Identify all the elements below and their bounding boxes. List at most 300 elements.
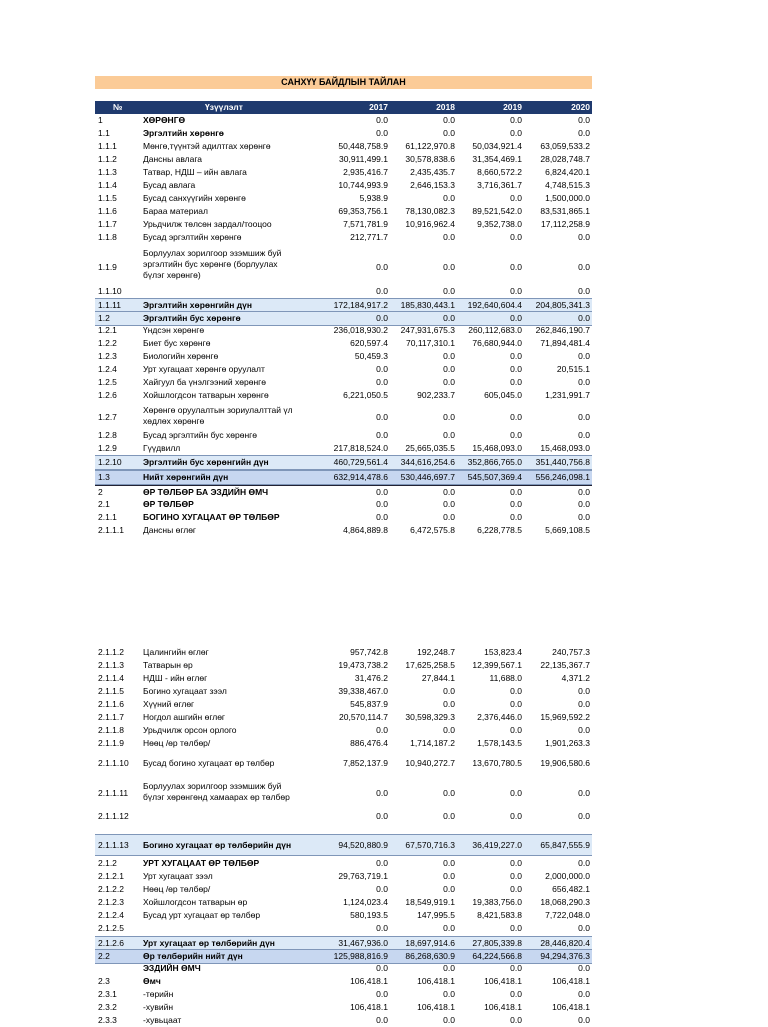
table-header [95,101,592,114]
row-label: Өр төлбөрийн нийт дүн [143,951,243,961]
value-2017: 0.0 [376,989,388,999]
value-2019: 0.0 [510,787,522,798]
value-2018: 67,570,716.3 [405,839,455,850]
row-label: Биологийн хөрөнгө [143,351,219,361]
value-2019: 0.0 [510,286,522,296]
value-2020: 4,371.2 [561,673,590,683]
table-row [95,857,592,870]
value-2017: 236,018,930.2 [333,325,388,335]
value-2017: 0.0 [376,364,388,374]
value-2020: 0.0 [578,430,590,440]
value-2020: 28,028,748.7 [540,154,590,164]
value-2018: 0.0 [443,499,455,509]
value-2019: 0.0 [510,313,522,323]
row-label: Эргэлтийн хөрөнгө [143,128,224,138]
row-number: 2.1.2.6 [98,938,124,948]
row-number: 2.1.1.11 [98,787,129,798]
value-2019: 106,418.1 [484,1002,522,1012]
value-2018: 247,931,675.3 [400,325,455,335]
row-number: 2.1.1.10 [98,758,129,768]
value-2019: 13,670,780.5 [472,758,522,768]
value-2017: 69,353,756.1 [338,206,388,216]
value-2019: 260,112,683.0 [468,325,522,335]
row-number: 1.2.9 [98,443,117,453]
value-2020: 0.0 [578,128,590,138]
value-2017: 5,938.9 [359,193,388,203]
table-row [95,975,592,988]
row-number: 1.1.2 [98,154,117,164]
row-label: Урт хугацаат хөрөнгө оруулалт [143,364,265,374]
row-label: Ногдол ашгийн өглөг [143,712,226,722]
value-2018: 10,916,962.4 [405,219,455,229]
value-2017: 1,124,023.4 [343,897,388,907]
row-label: Хөрөнгө оруулалтын зориулалттай үл хөдлөх хөрөнгө [143,405,293,426]
table-row [95,376,592,389]
row-number: 1.2.6 [98,390,117,400]
table-row [95,685,592,698]
row-label: Бусад эргэлтийн хөрөнгө [143,232,242,242]
value-2018: 0.0 [443,884,455,894]
value-2019: 0.0 [510,411,522,422]
value-2017: 20,570,114.7 [339,712,388,722]
value-2017: 0.0 [376,725,388,735]
value-2019: 0.0 [510,686,522,696]
value-2020: 94,294,376.3 [540,951,590,961]
value-2020: 65,847,555.9 [540,839,590,850]
row-label: УРТ ХУГАЦААТ ӨР ТӨЛБӨР [143,858,260,868]
value-2019: 64,224,566.8 [472,951,522,961]
value-2019: 89,521,542.0 [472,206,522,216]
row-label: Эргэлтийн бус хөрөнгө [143,313,241,323]
header-2019: 2019 [503,102,522,112]
row-number: 2.1.1.2 [98,647,124,657]
table-row [95,659,592,672]
value-2018: 0.0 [443,512,455,522]
value-2019: 0.0 [510,430,522,440]
value-2017: 0.0 [376,377,388,387]
report-title: САНХҮҮ БАЙДЛЫН ТАЙЛАН [95,76,592,89]
value-2020: 0.0 [578,787,590,798]
value-2017: 957,742.8 [350,647,388,657]
row-label: Урьдчилж орсон орлого [143,725,237,735]
value-2020: 240,757.3 [552,647,590,657]
value-2017: 125,988,816.9 [333,951,388,961]
row-label: Нөөц /өр төлбөр/ [143,738,211,748]
table-row [95,757,592,770]
header-2020: 2020 [571,102,590,112]
row-label: Богино хугацаат зээл [143,686,227,696]
value-2018: 0.0 [443,858,455,868]
value-2017: 172,184,917.2 [333,300,388,310]
row-number: 2.3.3 [98,1015,117,1025]
value-2017: 4,864,889.8 [343,525,388,535]
table-row [95,672,592,685]
value-2017: 10,744,993.9 [338,180,388,190]
row-number: 1.2 [98,313,110,323]
value-2019: 0.0 [510,351,522,361]
value-2019: 0.0 [510,699,522,709]
value-2018: 0.0 [443,787,455,798]
value-2020: 656,482.1 [552,884,590,894]
value-2018: 18,697,914.6 [405,938,455,948]
value-2019: 0.0 [510,115,522,125]
value-2018: 25,665,035.5 [405,443,455,453]
value-2020: 556,246,098.1 [535,472,590,482]
table-row [95,179,592,192]
value-2019: 0.0 [510,128,522,138]
value-2019: 0.0 [510,871,522,881]
value-2019: 0.0 [510,858,522,868]
value-2020: 351,440,756.8 [535,457,590,467]
value-2018: 86,268,630.9 [405,951,455,961]
row-number: 2.1.1.13 [98,839,129,850]
row-label: Бусад богино хугацаат өр төлбөр [143,758,275,768]
row-label: Эргэлтийн бус хөрөнгийн дүн [143,457,269,467]
value-2018: 6,472,575.8 [410,525,455,535]
row-label: Бараа материал [143,206,208,216]
value-2018: 61,122,970.8 [405,141,455,151]
row-number: 1.2.3 [98,351,117,361]
value-2017: 217,818,524.0 [333,443,388,453]
row-number: 1.2.4 [98,364,117,374]
value-2020: 63,059,533.2 [540,141,590,151]
value-2017: 29,763,719.1 [338,871,388,881]
value-2020: 0.0 [578,725,590,735]
row-label: ХӨРӨНГӨ [143,115,186,125]
value-2019: 0.0 [510,811,522,821]
value-2017: 39,338,467.0 [338,686,388,696]
value-2020: 262,846,190.7 [535,325,590,335]
row-number: 2.1.2.1 [98,871,124,881]
value-2020: 0.0 [578,963,590,973]
value-2019: 153,823.4 [484,647,522,657]
value-2017: 0.0 [376,487,388,497]
value-2018: 0.0 [443,115,455,125]
value-2017: 0.0 [376,1015,388,1025]
row-number: 2.1.1.3 [98,660,124,670]
table-row [95,350,592,363]
value-2020: 22,135,367.7 [540,660,590,670]
row-number: 2.1.1.8 [98,725,124,735]
row-label: -хувьцаат [143,1015,182,1025]
value-2020: 17,112,258.9 [541,219,590,229]
value-2018: 0.0 [443,313,455,323]
value-2019: 12,399,567.1 [472,660,522,670]
value-2020: 0.0 [578,411,590,422]
value-2019: 6,228,778.5 [477,525,522,535]
value-2019: 31,354,469.1 [472,154,522,164]
row-label: Бусад эргэлтийн бус хөрөнгө [143,430,257,440]
row-label: ЭЗДИЙН ӨМЧ [143,963,201,973]
value-2018: 0.0 [443,128,455,138]
row-label: БОГИНО ХУГАЦААТ ӨР ТӨЛБӨР [143,512,280,522]
value-2017: 545,837.9 [350,699,388,709]
table-row [95,909,592,922]
row-label: Мөнгө,түүнтэй адилтгах хөрөнгө [143,141,271,151]
row-number: 1.1.1 [98,141,117,151]
value-2019: 8,421,583.8 [477,910,522,920]
table-row [95,922,592,935]
table-row [95,324,592,337]
value-2018: 0.0 [443,364,455,374]
row-label: НДШ - ийн өглөг [143,673,208,683]
value-2019: 0.0 [510,499,522,509]
value-2017: 212,771.7 [350,232,388,242]
value-2018: 10,940,272.7 [405,758,455,768]
row-number: 2.1.1.1 [98,525,124,535]
value-2019: 19,383,756.0 [472,897,522,907]
value-2019: 1,578,143.5 [477,738,522,748]
value-2017: 0.0 [376,884,388,894]
value-2019: 192,640,604.4 [467,300,522,310]
value-2020: 7,722,048.0 [545,910,590,920]
value-2020: 20,515.1 [556,364,590,374]
value-2019: 11,688.0 [489,673,522,683]
value-2018: 0.0 [443,699,455,709]
value-2017: 94,520,880.9 [338,839,388,850]
value-2020: 4,748,515.3 [545,180,590,190]
row-number: 2.1.1.5 [98,686,124,696]
value-2020: 0.0 [578,351,590,361]
value-2017: 580,193.5 [350,910,388,920]
table-row [95,442,592,455]
value-2020: 204,805,341.3 [535,300,590,310]
row-number: 1 [98,115,103,125]
table-row [95,810,592,823]
row-number: 2.1.1.6 [98,699,124,709]
value-2017: 0.0 [376,286,388,296]
table-row [95,429,592,442]
row-label: Татвар, НДШ – ийн авлага [143,167,247,177]
table-row [95,247,592,287]
value-2018: 0.0 [443,1015,455,1025]
table-row [95,455,592,470]
value-2017: 106,418.1 [350,1002,388,1012]
table-row [95,192,592,205]
value-2018: 1,714,187.2 [410,738,455,748]
row-label: -хувийн [143,1002,174,1012]
row-label: Богино хугацаат өр төлбөрийн дүн [143,839,292,850]
value-2019: 0.0 [510,1015,522,1025]
row-label: Дансны авлага [143,154,202,164]
value-2017: 31,476.2 [354,673,388,683]
value-2020: 0.0 [578,811,590,821]
value-2019: 0.0 [510,261,522,272]
row-label: Бусад санхүүгийн хөрөнгө [143,193,246,203]
value-2018: 70,117,310.1 [406,338,455,348]
value-2018: 0.0 [443,351,455,361]
value-2020: 15,468,093.0 [540,443,590,453]
row-label: Нөөц /өр төлбөр/ [143,884,211,894]
row-number: 2.1.1 [98,512,117,522]
row-number: 2.3 [98,976,110,986]
row-label: Бусад авлага [143,180,196,190]
value-2019: 8,660,572.2 [477,167,522,177]
value-2020: 19,906,580.6 [540,758,590,768]
row-number: 2.1.2 [98,858,117,868]
header-2017: 2017 [369,102,388,112]
header-label: Үзүүлэлт [205,102,243,112]
row-label: Хойшлогдсон татварын хөрөнгө [143,390,269,400]
value-2018: 27,844.1 [421,673,455,683]
value-2019: 545,507,369.4 [467,472,522,482]
value-2019: 0.0 [510,487,522,497]
row-label: -төрийн [143,989,174,999]
value-2017: 0.0 [376,963,388,973]
value-2018: 0.0 [443,286,455,296]
value-2020: 83,531,865.1 [540,206,590,216]
value-2020: 28,446,820.4 [540,938,590,948]
row-label: Хүүний өглөг [143,699,195,709]
value-2017: 460,729,561.4 [333,457,388,467]
row-label: Урт хугацаат зээл [143,871,213,881]
value-2018: 0.0 [443,923,455,933]
row-number: 1.1.9 [98,261,117,272]
value-2017: 6,221,050.5 [343,390,388,400]
table-row [95,698,592,711]
row-label: ӨР ТӨЛБӨР БА ЭЗДИЙН ӨМЧ [143,487,269,497]
value-2018: 0.0 [443,963,455,973]
table-row [95,780,592,806]
table-row [95,724,592,737]
value-2017: 0.0 [376,430,388,440]
value-2018: 18,549,919.1 [405,897,455,907]
row-number: 1.2.2 [98,338,117,348]
table-row [95,404,592,430]
table-row [95,389,592,402]
row-number: 2.3.2 [98,1002,117,1012]
row-number: 2.1.1.9 [98,738,124,748]
value-2018: 0.0 [443,725,455,735]
value-2020: 0.0 [578,923,590,933]
value-2017: 7,852,137.9 [343,758,388,768]
table-row [95,962,592,975]
row-number: 1.1.3 [98,167,117,177]
header-no: № [113,102,123,112]
value-2017: 0.0 [376,499,388,509]
value-2018: 0.0 [443,261,455,272]
table-row [95,737,592,750]
row-number: 2.1 [98,499,110,509]
row-label: Борлуулах зорилгоор эзэмшиж буй бүлэг хөрөнгөнд хамаарах өр төлбөр [143,781,290,802]
value-2017: 632,914,478.6 [333,472,388,482]
value-2020: 1,500,000.0 [545,193,590,203]
value-2019: 27,805,339.8 [472,938,522,948]
value-2020: 106,418.1 [552,976,590,986]
table-row [95,834,592,856]
value-2019: 9,352,738.0 [477,219,522,229]
value-2019: 2,376,446.0 [477,712,522,722]
value-2019: 0.0 [510,193,522,203]
table-row [95,363,592,376]
row-number: 1.1.4 [98,180,117,190]
value-2018: 344,616,254.6 [400,457,455,467]
value-2020: 2,000,000.0 [545,871,590,881]
value-2018: 2,435,435.7 [410,167,455,177]
value-2018: 0.0 [443,377,455,387]
value-2018: 106,418.1 [417,1002,455,1012]
value-2020: 0.0 [578,487,590,497]
table-row [95,870,592,883]
row-number: 2.1.1.7 [98,712,124,722]
value-2020: 1,901,263.3 [545,738,590,748]
value-2019: 36,419,227.0 [472,839,522,850]
value-2017: 50,459.3 [354,351,388,361]
row-number: 2.1.2.5 [98,923,124,933]
row-number: 1.1.7 [98,219,117,229]
row-number: 1.2.1 [98,325,117,335]
row-label: Урьдчилж төлсөн зардал/тооцоо [143,219,272,229]
value-2017: 7,571,781.9 [343,219,388,229]
row-number: 1.2.10 [98,457,122,467]
table-row [95,231,592,244]
row-number: 1.2.5 [98,377,117,387]
value-2019: 0.0 [510,512,522,522]
table-row [95,127,592,140]
table-row [95,498,592,511]
value-2019: 0.0 [510,884,522,894]
value-2017: 106,418.1 [350,976,388,986]
value-2018: 78,130,082.3 [405,206,455,216]
table-row [95,1001,592,1014]
value-2018: 192,248.7 [417,647,455,657]
value-2017: 0.0 [376,313,388,323]
value-2019: 352,866,765.0 [467,457,522,467]
value-2020: 0.0 [578,699,590,709]
value-2018: 17,625,258.5 [405,660,455,670]
value-2017: 0.0 [376,811,388,821]
value-2019: 605,045.0 [484,390,522,400]
value-2019: 106,418.1 [484,976,522,986]
value-2019: 15,468,093.0 [472,443,522,453]
table-row [95,711,592,724]
value-2017: 0.0 [376,411,388,422]
value-2017: 31,467,936.0 [338,938,388,948]
row-label: Урт хугацаат өр төлбөрийн дүн [143,938,275,948]
value-2018: 185,830,443.1 [400,300,455,310]
value-2020: 71,894,481.4 [540,338,590,348]
value-2017: 0.0 [376,787,388,798]
table-row [95,218,592,231]
value-2018: 0.0 [443,871,455,881]
row-number: 1.3 [98,472,110,482]
value-2020: 0.0 [578,261,590,272]
value-2017: 0.0 [376,128,388,138]
row-number: 1.2.7 [98,411,117,422]
value-2017: 30,911,499.1 [339,154,388,164]
value-2020: 0.0 [578,499,590,509]
table-row [95,646,592,659]
row-number: 2.2 [98,951,110,961]
value-2019: 0.0 [510,364,522,374]
table-row [95,485,592,499]
row-label: Нийт хөрөнгийн дүн [143,472,229,482]
value-2020: 0.0 [578,313,590,323]
value-2018: 0.0 [443,989,455,999]
row-number: 1.1.6 [98,206,117,216]
row-label: Татварын өр [143,660,193,670]
value-2019: 0.0 [510,377,522,387]
value-2018: 30,578,838.6 [405,154,455,164]
header-2018: 2018 [436,102,455,112]
row-label: Хайгуул ба үнэлгээний хөрөнгө [143,377,266,387]
value-2019: 76,680,944.0 [472,338,522,348]
value-2020: 0.0 [578,1015,590,1025]
value-2017: 0.0 [376,512,388,522]
value-2018: 0.0 [443,193,455,203]
value-2020: 0.0 [578,989,590,999]
row-number: 2.1.1.12 [98,811,129,821]
